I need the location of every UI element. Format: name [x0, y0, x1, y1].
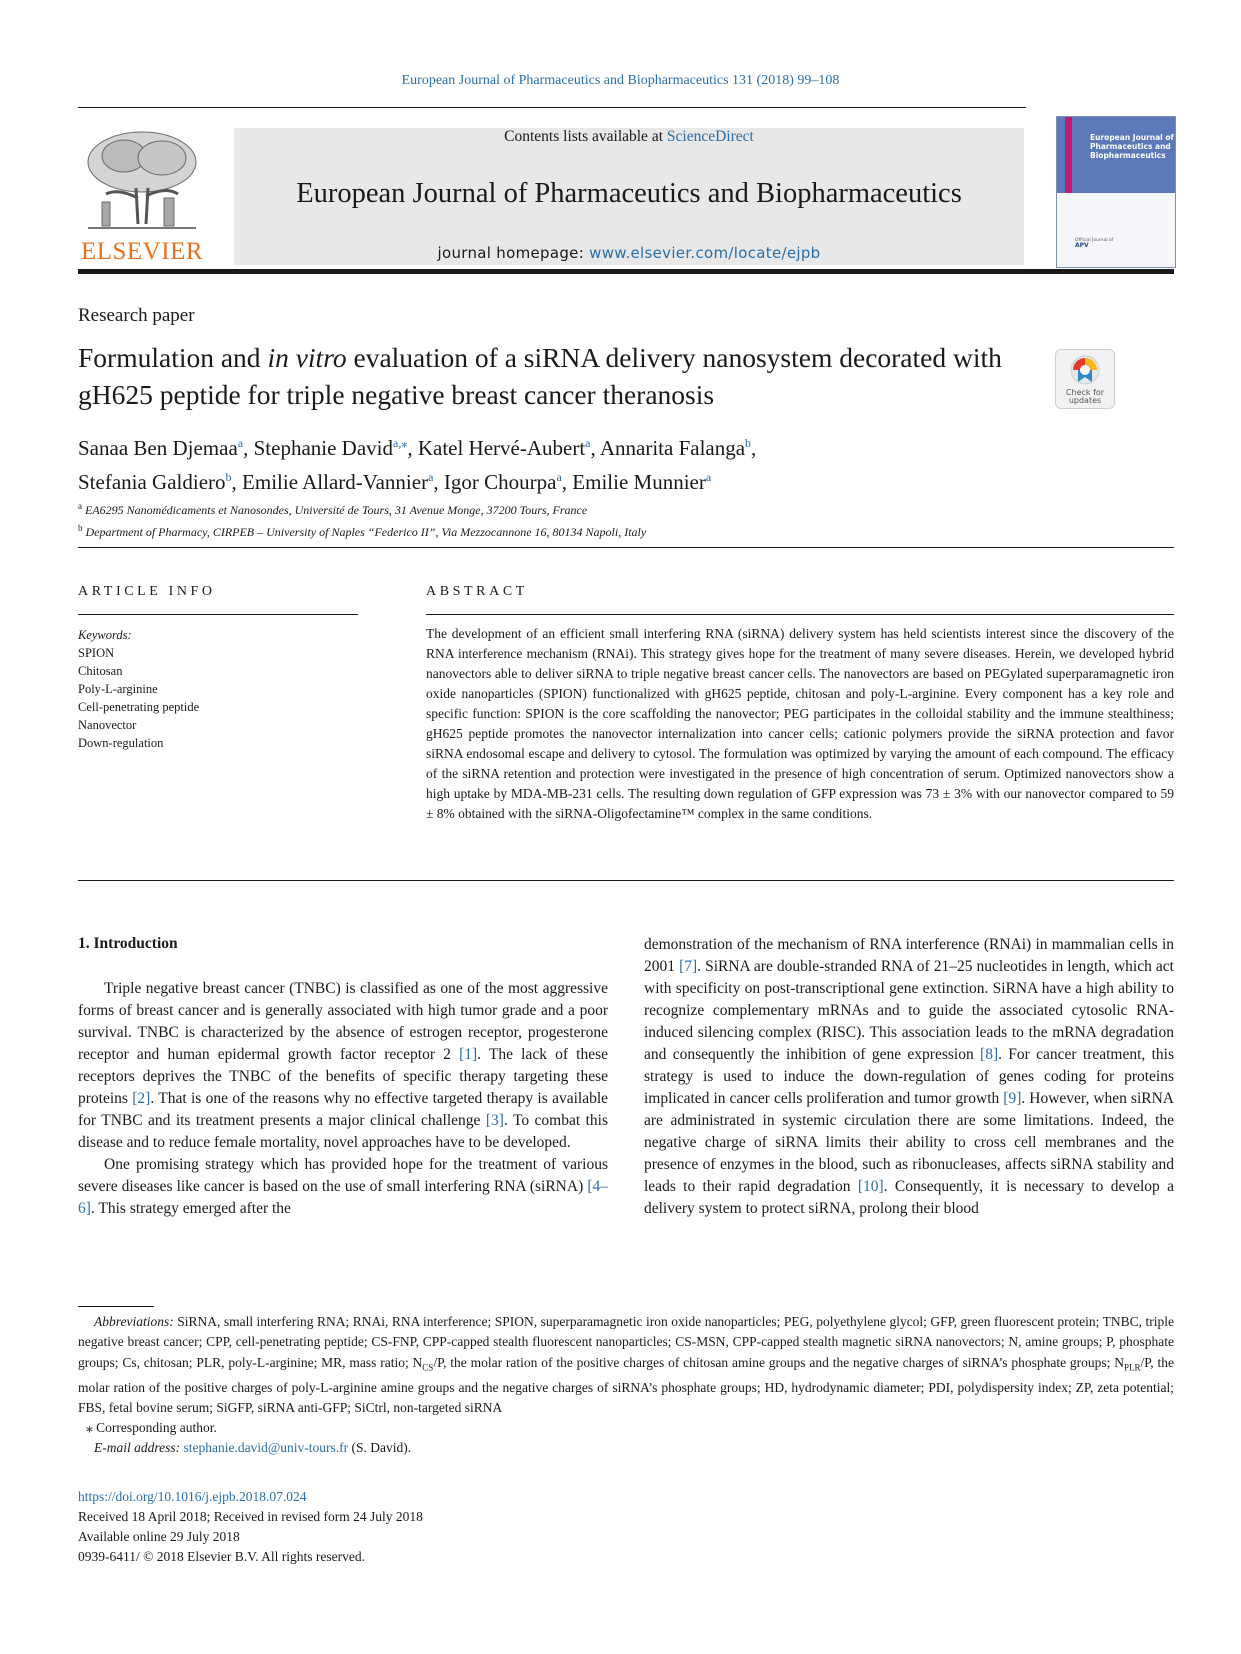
divider-rule — [78, 547, 1174, 548]
email-label: E-mail address: — [94, 1440, 181, 1456]
citation-link[interactable]: [4–6] — [78, 1178, 608, 1217]
corresponding-email-link[interactable]: stephanie.david@univ-tours.fr — [183, 1440, 349, 1456]
elsevier-logo[interactable] — [78, 128, 206, 266]
journal-masthead — [234, 128, 1024, 265]
contents-prefix: Contents lists available at — [504, 128, 667, 145]
affiliation-mark: a — [78, 501, 82, 511]
elsevier-wordmark: ELSEVIER — [80, 238, 204, 265]
article-info-rule — [78, 614, 358, 615]
received-dates: Received 18 April 2018; Received in revised form 24 July 2018 — [78, 1509, 423, 1524]
author-affiliation-mark[interactable]: b — [225, 470, 232, 484]
paragraph: demonstration of the mechanism of RNA interference (RNAi) in mammalian cells in 2001 [7]. SiRNA are double-stranded RNA of 21–25 nucleotides in length, which act with specificity on post-transcriptional gene extinction. SiRNA have a high ability to recognize complementary mRNAs and to guide the associated cytosolic RNA-induced silencing complex (RISC). This association leads to the mRNA degradation and consequently the inhibition of gene expression [8]. For cancer treatment, this strategy is used to induce the down-regulation of genes coding for proteins implicated in cancer cells proliferation and tumor growth [9]. However, when siRNA are administrated in systemic circulation there are some limitations. Indeed, the negative charge of siRNA limits their ability to cross cell membranes and the presence of enzymes in the blood, such as ribonucleases, affects siRNA stability and leads to their rapid degradation [10]. Consequently, it is necessary to develop a delivery system to protect siRNA, prolong their blood — [644, 936, 1174, 1217]
article-info-heading: ARTICLE INFO — [78, 584, 216, 599]
crossmark-label: Check for updates — [1065, 388, 1105, 405]
corresponding-author-note: ⁎ Corresponding author. — [86, 1420, 217, 1436]
abstract-body: The development of an efficient small interfering RNA (siRNA) delivery system has held scientists interest since the discovery of the RNA interference mechanism (RNAi). This strategy gives hope for the treatment of many severe diseases. Herein, we developed hybrid nanovectors able to deliver siRNA to triple negative breast cancer cells. The nanovectors are based on PEGylated superparamagnetic iron oxide nanoparticles (SPION) functionalized with gH625 peptide, chitosan and poly-L-arginine. Every component has a key role and specific function: SPION is the core scaffolding the nanovector; PEG participates in the colloidal stability and the immune stealthiness; gH625 peptide promotes the nanovector internalization into cancer cells; cationic polymers provide the siRNA protection and favor siRNA endosomal escape and delivery to cytosol. The formulation was optimized by varying the amount of each compound. The efficacy of the siRNA retention and protection were investigated in the presence of high concentration of serum. Optimized nanovectors show a high uptake by MDA-MB-231 cells. The resulting down regulation of GFP expression was 73 ± 3% with our nanovector compared to 59 ± 8% obtained with the siRNA-Oligofectamine™ complex in the same conditions. — [426, 626, 1174, 821]
elsevier-tree-icon — [78, 128, 206, 234]
author-name[interactable]: Emilie Allard-Vannier — [242, 470, 429, 494]
author-affiliation-mark[interactable]: a — [585, 436, 591, 450]
author-name[interactable]: Emilie Munnier — [572, 470, 706, 494]
author-name[interactable]: Igor Chourpa — [443, 470, 557, 494]
subscript: CS — [422, 1362, 434, 1373]
article-title — [78, 339, 1038, 413]
author-name[interactable]: Sanaa Ben Djemaa — [78, 436, 238, 460]
check-for-updates-button[interactable] — [1055, 349, 1115, 409]
email-suffix: (S. David). — [348, 1440, 412, 1456]
available-online: Available online 29 July 2018 — [78, 1529, 240, 1544]
masthead-thick-rule — [78, 269, 1174, 274]
contents-line — [234, 128, 1024, 146]
journal-homepage-link[interactable]: www.elsevier.com/locate/ejpb — [589, 244, 821, 262]
paragraph: Triple negative breast cancer (TNBC) is classified as one of the most aggressive forms of breast cancer and is generally associated with high tumor grade and a poor survival. TNBC is characterized by the absence of estrogen receptor, progesterone receptor and human epidermal growth factor receptor 2 [1]. The lack of these receptors deprives the TNBC of the benefits of specific therapy targeting these proteins [2]. That is one of the reasons why no effective targeted therapy is available for TNBC and its treatment presents a major clinical challenge [3]. To combat this disease and to reduce female mortality, novel approaches have to be developed. — [78, 980, 609, 1151]
author-list: Sanaa Ben Djemaa$^a$, Stephanie David$^{a,⁎}$, Katel Hervé-Aubert$^a$, Annarita Falanga$^b$, Stefania Galdiero$^b$, Emilie Allard-Vannier$^a$, Igor Chourpa$^a$, Emilie Munnier$^a$ — [78, 436, 757, 494]
author-affiliation-mark[interactable]: a — [705, 470, 712, 484]
author-name[interactable]: Annarita Falanga — [599, 436, 746, 460]
header-rule — [78, 107, 1026, 108]
author-affiliation-mark[interactable]: a — [556, 470, 562, 484]
journal-citation-link[interactable]: European Journal of Pharmaceutics and Biopharmaceutics 131 (2018) 99–108 — [401, 73, 840, 88]
footnote-rule — [78, 1306, 154, 1307]
abstract-heading: ABSTRACT — [426, 584, 528, 599]
divider-rule — [78, 880, 1174, 881]
citation-link[interactable]: [1] — [459, 1046, 478, 1063]
abbreviations-label: Abbreviations: — [94, 1314, 174, 1329]
footnotes — [78, 1312, 1174, 1459]
title-italic: in vitro — [267, 342, 347, 373]
publication-info — [78, 1487, 778, 1567]
abbreviations-text: /P, the molar ration of the positive charges of chitosan amine groups and the negative charges of siRNA’s phosphate groups; N — [433, 1354, 1125, 1370]
abbreviations-text: SiRNA, small interfering RNA; RNAi, RNA interference; SPION, superparamagnetic iron oxide nanoparticles; PEG, polyethylene glycol; GFP, green fluorescent protein; TNBC, triple negative breast cancer; CPP, cell-penetrating peptide; CS-FNP, CPP-capped stealth fluorescent nanoparticles; CS-MSN, CPP-capped stealth magnetic siRNA nanovectors; N, amine groups; P, phosphate groups; Cs, chitosan; PLR, poly-L-arginine; MR, mass ratio; N — [78, 1314, 1174, 1370]
citation-link[interactable]: [3] — [485, 1112, 504, 1129]
citation-link[interactable]: [7] — [679, 958, 698, 975]
email-note — [78, 1438, 1174, 1458]
abbreviations-text: /P, the molar ration of the positive charges of poly-L-arginine amine groups and the negative charges of siRNA’s phosphate groups; HD, hydrodynamic diameter; PDI, polydispersity index; ZP, zeta potential; FBS, fetal bovine serum; SiGFP, siRNA anti-GFP; SiCtrl, non-targeted siRNA — [78, 1354, 1174, 1415]
cover-stripe — [1065, 117, 1072, 193]
homepage-line — [234, 244, 1024, 262]
sciencedirect-link[interactable]: ScienceDirect — [666, 128, 754, 145]
author-name[interactable]: Stephanie David — [253, 436, 393, 460]
author-affiliation-mark[interactable]: a — [237, 436, 244, 450]
body-column-left — [78, 978, 608, 1220]
keyword: SPION — [78, 646, 115, 660]
affiliations — [78, 497, 1174, 541]
paragraph: One promising strategy which has provided hope for the treatment of various severe diseases like cancer is based on the use of small interfering RNA (siRNA) [4–6]. This strategy emerged after the — [78, 1156, 608, 1217]
citation-link[interactable]: [10] — [857, 1178, 884, 1195]
journal-name: European Journal of Pharmaceutics and Biopharmaceutics — [296, 178, 962, 209]
doi-link[interactable]: https://doi.org/10.1016/j.ejpb.2018.07.024 — [78, 1489, 307, 1504]
title-part: evaluation of a siRNA delivery nanosystem decorated with gH625 peptide for triple negative breast cancer theranosis — [78, 342, 1002, 410]
subscript: PLR — [1124, 1362, 1141, 1373]
author-affiliation-mark[interactable]: a — [428, 470, 434, 484]
keyword: Down-regulation — [78, 736, 164, 750]
author-name[interactable]: Katel Hervé-Aubert — [417, 436, 586, 460]
body-column-right — [644, 934, 1174, 1220]
title-part: Formulation and — [78, 342, 268, 373]
abstract-rule — [426, 614, 1174, 615]
keyword: Nanovector — [78, 718, 137, 732]
article-type: Research paper — [78, 305, 195, 326]
affiliation: $^b$ Department of Pharmacy, CIRPEB – University of Naples “Federico II”, Via Mezzocannone 16, 80134 Napoli, Italy — [78, 523, 647, 539]
citation-link[interactable]: [2] — [132, 1090, 151, 1107]
cover-footer-text: Official Journal of — [1075, 238, 1114, 243]
abbreviations-footnote — [78, 1312, 1174, 1418]
keyword-items — [78, 644, 348, 752]
keywords-list — [78, 626, 348, 752]
copyright: 0939-6411/ © 2018 Elsevier B.V. All rights reserved. — [78, 1549, 365, 1564]
author-name[interactable]: Stefania Galdiero — [78, 470, 226, 494]
keyword: Poly-L-arginine — [78, 682, 158, 696]
citation-link[interactable]: [8] — [980, 1046, 999, 1063]
apv-logo: APV — [1075, 242, 1089, 249]
author-affiliation-mark[interactable]: a,⁎ — [393, 436, 408, 450]
crossmark-icon — [1056, 350, 1114, 386]
cover-footer — [1075, 238, 1167, 249]
journal-cover-thumbnail[interactable] — [1056, 116, 1176, 268]
keywords-label: Keywords: — [78, 628, 132, 642]
section-heading-introduction: 1. Introduction — [78, 935, 178, 952]
author-affiliation-mark[interactable]: b — [745, 436, 752, 450]
affiliation-mark: b — [78, 523, 83, 533]
keyword: Cell-penetrating peptide — [78, 700, 200, 714]
homepage-prefix: journal homepage: — [437, 244, 590, 262]
cover-title: European Journal of Pharmaceutics and Biopharmaceutics — [1090, 133, 1174, 160]
citation-link[interactable]: [9] — [1003, 1090, 1022, 1107]
affiliation: $^a$ EA6295 Nanomédicaments et Nanosondes, Université de Tours, 31 Avenue Monge, 37200 Tours, France — [78, 501, 588, 517]
keyword: Chitosan — [78, 664, 123, 678]
